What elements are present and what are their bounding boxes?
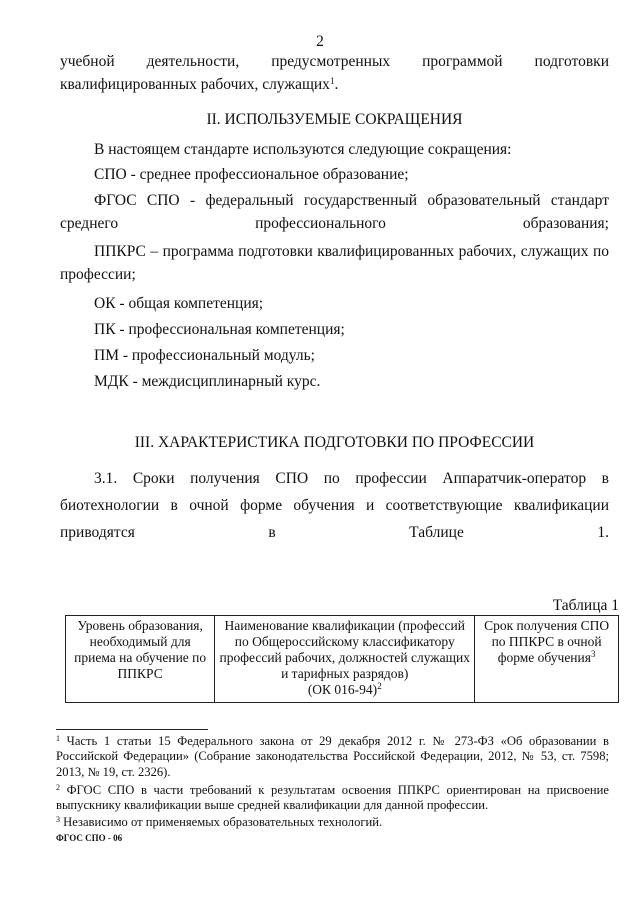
- section-3-heading: III. ХАРАКТЕРИСТИКА ПОДГОТОВКИ ПО ПРОФЕССИИ: [134, 434, 535, 451]
- intro-line-2-end: .: [334, 76, 339, 93]
- page-number: 2: [316, 33, 324, 50]
- footnote-2-number: 2: [56, 783, 60, 792]
- footnote-1: [56, 734, 609, 780]
- footnote-2-text: ФГОС СПО в части требований к результатам освоения ППКРС ориентирован на присвоение выпускнику квалификации выше средней квалификации для данной профессии.: [56, 783, 609, 813]
- intro-word: программой: [422, 53, 503, 70]
- qualification-table: [65, 615, 619, 703]
- duration-header-text: Срок получения СПО по ППКРС в очной форме обучения: [484, 618, 610, 665]
- intro-word: подготовки: [534, 53, 609, 70]
- footnote-1-number: 1: [56, 734, 60, 743]
- intro-line-2: [60, 73, 338, 96]
- abbr-item-mdk: МДК - междисциплинарный курс.: [94, 373, 321, 390]
- footnote-ref-2[interactable]: 2: [377, 681, 382, 691]
- table-header-duration: [475, 616, 619, 703]
- qualification-header-text: Наименование квалификации (профессий по Общероссийскому классификатору профессий рабочих, должностей служащих и тарифных разрядов): [219, 618, 470, 681]
- intro-word: учебной: [60, 53, 115, 70]
- abbr-item-ok: ОК - общая компетенция;: [94, 295, 264, 312]
- footnote-3-text: Независимо от применяемых образовательных технологий.: [63, 815, 383, 829]
- footnote-2: [56, 783, 609, 814]
- classifier-code: (ОК 016-94): [307, 682, 378, 697]
- document-code: ФГОС СПО - 06: [56, 833, 123, 843]
- abbr-item-ppkrs: ППКРС – программа подготовки квалифицированных рабочих, служащих по профессии;: [60, 243, 609, 283]
- section-3-paragraph: 3.1. Сроки получения СПО по профессии Аппаратчик-оператор в биотехнологии в очной форме обучения и соответствующие квалификации приводятся в Таблице 1.: [60, 470, 609, 541]
- abbr-item-spo: СПО - среднее профессиональное образование;: [94, 166, 409, 183]
- intro-word: деятельности,: [146, 53, 240, 70]
- footnote-ref-1[interactable]: 1: [329, 76, 335, 86]
- table-header-qualification: [215, 616, 475, 703]
- footnote-3-number: 3: [56, 815, 60, 824]
- section-2-heading: II. ИСПОЛЬЗУЕМЫЕ СОКРАЩЕНИЯ: [206, 111, 463, 128]
- abbr-item-pk: ПК - профессиональная компетенция;: [94, 321, 345, 338]
- footnote-3: [56, 815, 609, 830]
- footnote-1-text: Часть 1 статьи 15 Федерального закона от 29 декабря 2012 г. № 273-ФЗ «Об образовании в Российской Федерации» (Собрание законодательства Российской Федерации, 2012, № 53, ст. 7598; 2013, № 19, ст. 2326).: [56, 734, 609, 779]
- footnote-separator: [56, 729, 208, 730]
- table-caption: Таблица 1: [552, 597, 619, 614]
- intro-word: предусмотренных: [271, 53, 391, 70]
- intro-line-2-text: квалифицированных рабочих, служащих: [60, 76, 330, 93]
- intro-line-1: [60, 50, 609, 73]
- table-header-row: [66, 616, 619, 703]
- table-header-education-level: Уровень образования, необходимый для приема на обучение по ППКРС: [66, 616, 215, 703]
- footnote-ref-3[interactable]: 3: [590, 649, 596, 659]
- abbr-item-pm: ПМ - профессиональный модуль;: [94, 347, 315, 364]
- section-2-lead: В настоящем стандарте используются следующие сокращения:: [94, 141, 512, 158]
- abbr-item-fgos: ФГОС СПО - федеральный государственный образовательный стандарт среднего профессионального образования;: [60, 192, 609, 232]
